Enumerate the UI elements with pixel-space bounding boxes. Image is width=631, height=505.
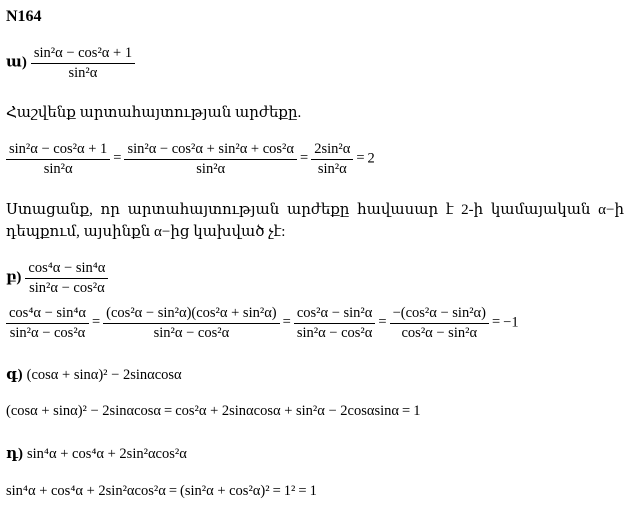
- fraction: $\frac{\text{2sin²α}}{\text{sin²α}}$: [311, 142, 353, 176]
- problem-a-expression: $\frac{\text{sin²α − cos²α + 1}}{\text{sin²α}}$: [31, 46, 135, 80]
- problem-g-expression: (cosα + sinα)² − 2sinαcosα: [26, 367, 182, 383]
- problem-b-result: −1: [503, 314, 519, 331]
- problem-g-solution: (cosα + sinα)² − 2sinαcosα = cos²α + 2sinαcosα + sin²α − 2cosαsinα = 1: [6, 403, 421, 419]
- conclusion-line-2: դեպքում, այսինքն α−ից կախված չէ:: [6, 224, 286, 240]
- problem-d-result: 1: [309, 483, 317, 499]
- problem-d-expression: sin⁴α + cos⁴α + 2sin²αcos²α: [27, 446, 187, 462]
- fraction: $\frac{\text{−(cos²α − sin²α)}}{\text{cos²α − sin²α}}$: [390, 306, 489, 340]
- problem-d-label: դ): [6, 446, 24, 462]
- problem-g-result: 1: [413, 403, 421, 419]
- fraction: $\frac{\text{cos²α − sin²α}}{\text{sin²α − cos²α}}$: [294, 306, 376, 340]
- page-title: N164: [6, 8, 42, 25]
- problem-a-label: ա): [6, 54, 27, 71]
- problem-a-statement: [6, 46, 135, 80]
- fraction: $\frac{\text{cos⁴α − sin⁴α}}{\text{sin²α − cos²α}}$: [6, 306, 89, 340]
- fraction: $\frac{\text{(cos²α − sin²α)(cos²α + sin²α)}}{\text{sin²α − cos²α}}$: [103, 306, 279, 340]
- problem-b-expression: $\frac{\text{cos⁴α − sin⁴α}}{\text{sin²α − cos²α}}$: [25, 261, 108, 295]
- fraction: $\frac{\text{sin²α − cos²α + 1}}{\text{sin²α}}$: [6, 142, 110, 176]
- problem-b-statement: [6, 261, 108, 295]
- problem-a-solution: $\frac{\text{sin²α − cos²α + 1}}{\text{sin²α}}$ = $\frac{\text{sin²α − cos²α + sin²α + cos²α}}{\text{sin²α}}$ = $\frac{\text{2sin²α}}{\text{sin²α}}$ = 2: [6, 142, 375, 176]
- problem-d-solution: sin⁴α + cos⁴α + 2sin²αcos²α = (sin²α + cos²α)² = 1² = 1: [6, 483, 317, 499]
- problem-b-label: բ): [6, 269, 22, 286]
- problem-b-solution: $\frac{\text{cos⁴α − sin⁴α}}{\text{sin²α − cos²α}}$ = $\frac{\text{(cos²α − sin²α)(cos²α + sin²α)}}{\text{sin²α − cos²α}}$ = $\frac{\text{cos²α − sin²α}}{\text{sin²α − cos²α}}$ = $\frac{\text{−(cos²α − sin²α)}}{\text{cos²α − sin²α}}$ = −1: [6, 306, 519, 340]
- problem-a-result: 2: [367, 150, 375, 167]
- problem-d-statement: [6, 444, 187, 463]
- conclusion-line-1: Ստացանք, որ արտահայտության արժեքը հավասար է 2-ի կամայական α−ի: [6, 202, 624, 218]
- intro-text: Հաշվենք արտահայտության արժեքը.: [6, 105, 302, 121]
- problem-g-label: գ): [6, 367, 23, 383]
- fraction: $\frac{\text{sin²α − cos²α + sin²α + cos²α}}{\text{sin²α}}$: [124, 142, 297, 176]
- problem-g-statement: [6, 365, 182, 384]
